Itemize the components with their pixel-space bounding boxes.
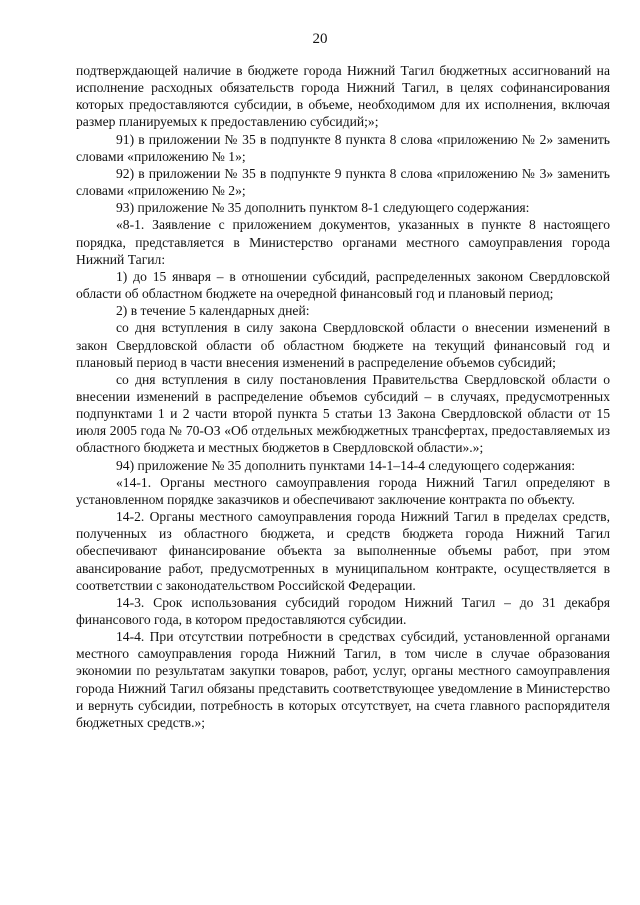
paragraph: 91) в приложении № 35 в подпункте 8 пункта 8 слова «приложению № 2» заменить словами «приложению № 1»; xyxy=(76,131,610,164)
paragraph: 93) приложение № 35 дополнить пунктом 8-1 следующего содержания: xyxy=(116,200,530,216)
paragraph: 1) до 15 января – в отношении субсидий, распределенных законом Свердловской области об областном бюджете на очередной финансовый год и плановый период; xyxy=(76,268,610,302)
paragraph: со дня вступления в силу постановления Правительства Свердловской области о внесении изменений в распределение объемов субсидий – в случаях, предусмотренных подпунктами 1 и 2 части второй пункта 5 статьи 13 Закона Свердловской области от 15 июля 2005 года № 70-ОЗ «Об отдельных межбюджетных трансфертах, предоставляемых из областного бюджета и местных бюджетов в Свердловской области».»; xyxy=(76,371,610,456)
paragraph: 14-4. При отсутствии потребности в средствах субсидий, установленной органами местного самоуправления города Нижний Тагил, в том числе в случае образования экономии по результатам закупки товаров, работ, услуг, органы местного самоуправления города Нижний Тагил обязаны представить соответствующее уведомление в Министерство и вернуть субсидии, потребность в которых отсутствует, на счета главного распорядителя бюджетных средств.»; xyxy=(76,629,610,730)
paragraph: 92) в приложении № 35 в подпункте 9 пункта 8 слова «приложению № 3» заменить словами «приложению № 2»; xyxy=(76,165,610,199)
document-body xyxy=(76,62,610,731)
paragraph: 14-3. Срок использования субсидий городом Нижний Тагил – до 31 декабря финансового года, в котором предоставляются субсидии. xyxy=(76,594,610,627)
paragraph: 94) приложение № 35 дополнить пунктами 14-1–14-4 следующего содержания: xyxy=(116,457,576,473)
paragraph: «8-1. Заявление с приложением документов, указанных в пункте 8 настоящего порядка, представляется в Министерство органами местного самоуправления города Нижний Тагил: xyxy=(76,217,610,267)
paragraph: 14-2. Органы местного самоуправления города Нижний Тагил в пределах средств, полученных из областного бюджета, и средств бюджета города Нижний Тагил обеспечивают финансирование объекта за выполненные объемы работ, при этом авансирование работ, предусмотренных в муниципальном контракте, осуществляется в соответствии с законодательством Российской Федерации. xyxy=(76,509,610,593)
paragraph: подтверждающей наличие в бюджете города Нижний Тагил бюджетных ассигнований на исполнение расходных обязательств города Нижний Тагил, в целях софинансирования которых предоставляются субсидии, в объеме, необходимом для их исполнения, включая размер планируемых к предоставлению субсидий;»; xyxy=(76,63,610,130)
page-number: 20 xyxy=(312,31,328,47)
paragraph: «14-1. Органы местного самоуправления города Нижний Тагил определяют в установленном порядке заказчиков и обеспечивают заключение контракта по объекту. xyxy=(76,474,610,507)
paragraph: 2) в течение 5 календарных дней: xyxy=(116,303,310,319)
paragraph: со дня вступления в силу закона Свердловской области о внесении изменений в закон Свердловской области об областном бюджете на текущий финансовый год и плановый период в части внесения изменений в распределение объемов субсидий; xyxy=(76,320,610,370)
